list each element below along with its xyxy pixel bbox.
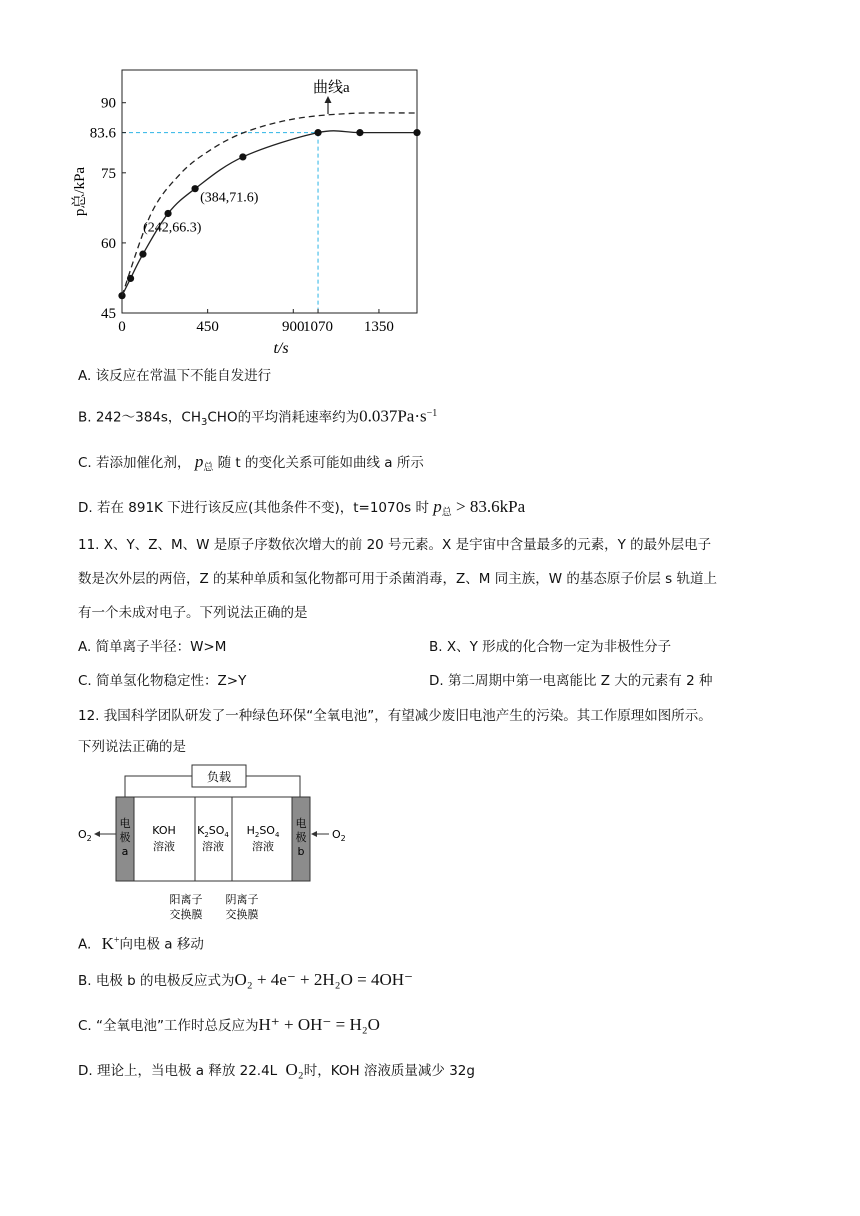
q12-option-d-prefix: D. 理论上，当电极 a 释放 22.4L xyxy=(78,1063,278,1079)
q11-option-a: A. 简单离子半径：W>M xyxy=(78,639,227,655)
data-point xyxy=(239,153,246,160)
koh-label: KOH xyxy=(152,824,176,837)
x-tick-label: 0 xyxy=(118,319,126,335)
electrode-b-label-1: 电 xyxy=(295,817,307,830)
q12-stem-line-1: 12. 我国科学团队研发了一种绿色环保“全氧电池”，有望减少废旧电池产生的污染。其工作原理如图所示。 xyxy=(78,708,712,724)
k2so4-label: $K_2SO_4$ xyxy=(197,824,229,839)
point-label-384: (384,71.6) xyxy=(200,190,259,206)
q10-option-d-prefix: D. 若在 891K 下进行该反应(其他条件不变)，t=1070s 时 xyxy=(78,500,429,516)
chart-plot-area xyxy=(71,70,421,357)
q11-option-b: B. X、Y 形成的化合物一定为非极性分子 xyxy=(429,639,672,655)
electrode-a-label-2: 极 xyxy=(119,831,131,844)
q12-option-a-prefix: A. xyxy=(78,936,92,953)
cell-body xyxy=(116,797,310,881)
q10-option-b-sub: 3 xyxy=(201,417,208,429)
electrode-b-label-3: b xyxy=(297,845,305,858)
q12-option-a xyxy=(78,931,204,955)
q10-option-d-p-sub: 总 xyxy=(441,507,452,519)
wire-left xyxy=(125,776,192,797)
q12-stem-line-2: 下列说法正确的是 xyxy=(78,739,186,755)
y-tick-label: 90 xyxy=(101,95,116,112)
o2-right-arrowhead xyxy=(311,831,317,837)
x-tick-label: 450 xyxy=(196,319,219,335)
x-axis-label: t/s xyxy=(273,340,289,357)
data-point xyxy=(139,251,146,258)
q11-option-d: D. 第二周期中第一电离能比 Z 大的元素有 2 种 xyxy=(429,673,713,689)
curve-a-label: 曲线a xyxy=(313,80,350,96)
q11-stem-line-1: 11. X、Y、Z、M、W 是原子序数依次增大的前 20 号元素。X 是宇宙中含量最多的元素，Y 的最外层电子 xyxy=(78,537,712,553)
q12-option-d-o2: O₂ xyxy=(285,1060,304,1079)
q10-option-a-text: A. 该反应在常温下不能自发进行 xyxy=(78,368,272,384)
point-label-242: (242,66.3) xyxy=(143,220,202,236)
q12-option-d xyxy=(78,1060,475,1081)
y-tick-label: 45 xyxy=(101,306,116,322)
data-point xyxy=(413,129,420,136)
data-point xyxy=(164,210,171,217)
q12-option-b-equation: O₂ + 4e⁻ + 2H₂O = 4OH⁻ xyxy=(234,970,413,989)
q12-option-b-prefix: B. 电极 b 的电极反应式为 xyxy=(78,973,235,989)
cation-membrane-label-2: 交换膜 xyxy=(169,908,203,921)
q12-option-c xyxy=(78,1015,380,1036)
q10-option-d xyxy=(78,497,525,524)
q10-option-c-p: p xyxy=(194,452,204,471)
electrode-a-label-1: 电 xyxy=(119,817,131,830)
h2so4-label: $H_2SO_4$ xyxy=(246,824,280,839)
q10-option-b xyxy=(78,404,437,433)
anion-membrane-label-1: 阴离子 xyxy=(225,893,259,906)
o2-left-arrowhead xyxy=(94,831,100,837)
plot-frame xyxy=(122,70,417,313)
h2so4-solution-label: 溶液 xyxy=(252,840,274,853)
electrode-b-label-2: 极 xyxy=(295,831,307,844)
q11-stem-line-3: 有一个未成对电子。下列说法正确的是 xyxy=(78,605,308,621)
electrode-a-label-3: a xyxy=(121,845,129,858)
y-tick-label: 83.6 xyxy=(89,125,116,142)
q12-option-a-sup: + xyxy=(113,935,120,946)
q10-option-d-p: p xyxy=(433,497,442,516)
x-tick-label: 1070 xyxy=(303,319,334,335)
q10-option-c-p-sub: 总 xyxy=(203,462,214,474)
q12-option-a-k: K xyxy=(101,933,114,953)
data-point xyxy=(356,129,363,136)
cation-membrane-label-1: 阳离子 xyxy=(169,893,203,906)
q12-option-a-post: 向电极 a 移动 xyxy=(119,936,204,953)
q12-option-c-prefix: C. “全氧电池”工作时总反应为 xyxy=(78,1018,259,1034)
koh-solution-label: 溶液 xyxy=(153,840,175,853)
q10-option-b-prefix: B. 242～384s，CH xyxy=(78,409,201,426)
load-label: 负载 xyxy=(206,770,232,784)
q12-option-c-equation: H⁺ + OH⁻ = H₂O xyxy=(258,1015,380,1034)
data-point xyxy=(314,129,321,136)
o2-right-label: $O_2$ xyxy=(332,828,346,843)
q11-option-c: C. 简单氢化物稳定性：Z>Y xyxy=(78,673,247,689)
q10-option-a xyxy=(78,366,271,386)
y-axis-label: p总/kPa xyxy=(72,166,88,217)
wire-right xyxy=(246,776,300,797)
curve-a-pointer-head xyxy=(325,96,332,103)
y-tick-label: 60 xyxy=(101,235,116,252)
o2-left-label: $O_2$ xyxy=(78,828,92,843)
q10-option-b-sup: −1 xyxy=(426,408,438,419)
q10-option-c xyxy=(78,452,424,479)
data-point xyxy=(191,185,198,192)
anion-membrane-label-2: 交换膜 xyxy=(225,908,259,921)
q10-option-b-mid: CHO的平均消耗速率约为 xyxy=(207,409,360,426)
curve-a-line xyxy=(122,113,417,296)
x-tick-label: 900 xyxy=(282,319,305,335)
q10-option-c-post: 随 t 的变化关系可能如曲线 a 所示 xyxy=(217,455,424,471)
k2so4-solution-label: 溶液 xyxy=(202,840,224,853)
oxygen-battery-diagram xyxy=(74,762,364,927)
pressure-time-chart xyxy=(60,58,440,363)
q12-option-d-post: 时，KOH 溶液质量减少 32g xyxy=(303,1063,475,1079)
x-tick-label: 1350 xyxy=(363,319,394,335)
q11-stem-line-2: 数是次外层的两倍，Z 的某种单质和氢化物都可用于杀菌消毒，Z、M 同主族，W 的基态原子价层 s 轨道上 xyxy=(78,571,717,587)
y-tick-label: 75 xyxy=(101,165,116,182)
q10-option-d-value: > 83.6kPa xyxy=(451,497,526,516)
q10-option-b-rate: 0.037Pa·s xyxy=(359,406,427,426)
q12-option-b xyxy=(78,970,413,991)
q10-option-c-prefix: C. 若添加催化剂， xyxy=(78,455,191,471)
